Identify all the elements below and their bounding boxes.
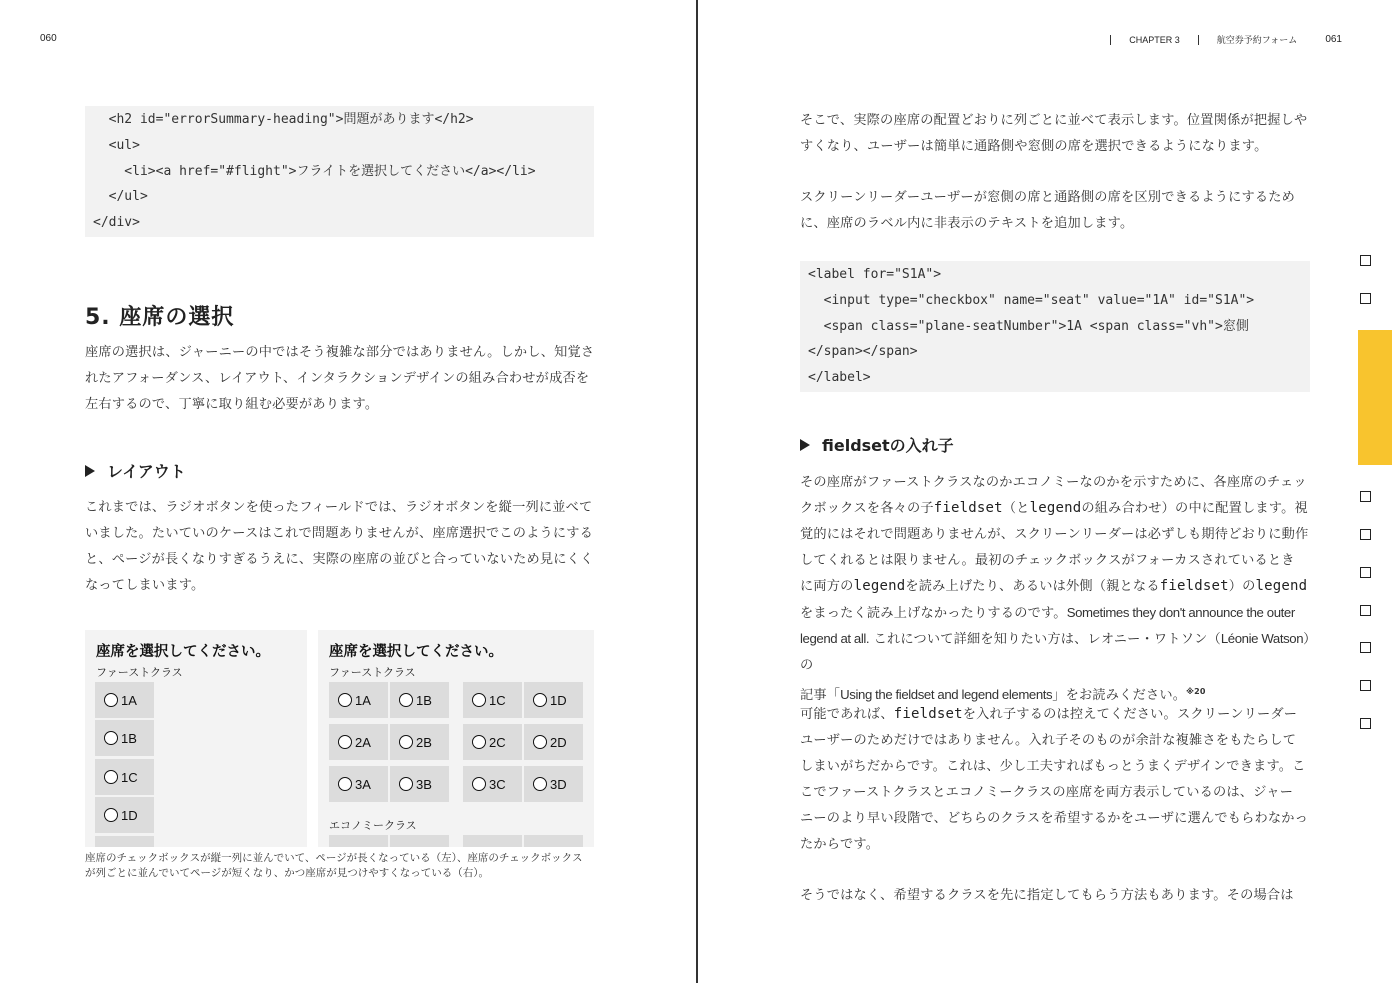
seat-option[interactable] [463, 682, 522, 718]
figure-title: 座席を選択してください。 [329, 644, 503, 660]
text-line: れたアフォーダンス、レイアウト、インタラクションデザインの組み合わせが成否を [85, 370, 590, 386]
text-line: 可能であれば、fieldsetを入れ子するのは控えてください。スクリーンリーダー [800, 706, 1298, 722]
code-block-label [800, 261, 1310, 392]
seat-option[interactable] [329, 682, 388, 718]
paragraph-2 [800, 185, 1315, 237]
index-square-icon [1360, 718, 1371, 729]
seat-option[interactable] [95, 797, 154, 833]
text-line: いました。たいていのケースはこれで問題ありませんが、座席選択でこのようにする [85, 525, 594, 541]
seat-option-cut [463, 835, 522, 847]
caption-line: が列ごとに並んでいてページが短くなり、かつ座席が見つけやすくなっている（右）。 [85, 867, 490, 879]
subheading-fieldset [800, 433, 954, 456]
footnote-ref: ※20 [1186, 687, 1206, 697]
text-line: してくれるとは限りません。最初のチェックボックスがフォーカスされているとき [800, 552, 1295, 568]
seat-label: 3B [416, 776, 432, 792]
radio-icon[interactable] [104, 770, 118, 784]
text-line: たからです。 [800, 836, 880, 852]
text-line: なってしまいます。 [85, 577, 205, 593]
radio-icon[interactable] [472, 735, 486, 749]
text-line: 記事「Using the fieldset and legend elements」をお読みください。$^{※20}$ [800, 687, 1206, 704]
code-line: </div> [93, 215, 140, 231]
seat-label: 1A [121, 692, 137, 708]
text-line: すくなり、ユーザーは簡単に通路側や窓側の席を選択できるようになります。 [800, 138, 1268, 154]
text-line: 座席の選択は、ジャーニーの中ではそう複雑な部分ではありません。しかし、知覚さ [85, 345, 595, 360]
paragraph-4 [800, 702, 1320, 857]
code-line: <h2 id="errorSummary-heading">問題があります</h2> [93, 112, 474, 127]
seat-option[interactable] [390, 766, 449, 802]
text-line: スクリーンリーダーユーザーが窓側の席と通路側の席を区別できるようにするため [800, 190, 1296, 205]
code-line: <input type="checkbox" name="seat" value="1A" id="S1A"> [808, 292, 1255, 308]
seat-option[interactable] [524, 766, 583, 802]
radio-icon[interactable] [104, 693, 118, 707]
seat-option[interactable] [95, 720, 154, 756]
seat-option[interactable] [463, 724, 522, 760]
code-line: <span class="plane-seatNumber">1A <span class="vh">窓側 [808, 318, 1249, 334]
index-square-icon [1360, 642, 1371, 653]
radio-icon[interactable] [338, 777, 352, 791]
subheading-text: fieldsetの入れ子 [822, 436, 954, 455]
text-line: こでファーストクラスとエコノミークラスの座席を両方表示しているのは、ジャー [800, 784, 1294, 800]
radio-icon[interactable] [104, 808, 118, 822]
seat-label: 3C [489, 776, 506, 792]
intro-paragraph [85, 340, 600, 418]
seat-option[interactable] [329, 724, 388, 760]
radio-icon[interactable] [399, 777, 413, 791]
section-heading: 5. 座席の選択 [85, 305, 235, 330]
text-line: 左右するので、丁寧に取り組む必要があります。 [85, 396, 379, 412]
radio-icon[interactable] [472, 693, 486, 707]
radio-icon[interactable] [104, 731, 118, 745]
seat-label: 3D [550, 776, 567, 792]
triangle-bullet-icon [85, 465, 95, 477]
radio-icon[interactable] [399, 693, 413, 707]
index-square-icon [1360, 529, 1371, 540]
page-number-right: 061 [1325, 34, 1342, 45]
paragraph-1 [800, 108, 1315, 160]
text-line: に両方のlegendを読み上げたり、あるいは外側（親となるfieldset）のlegend [800, 577, 1308, 594]
seat-label: 2C [489, 734, 506, 750]
index-square-icon [1360, 293, 1371, 304]
running-head [1092, 33, 1342, 46]
figure-grid-seats [318, 630, 594, 847]
divider [1110, 35, 1111, 45]
seat-option[interactable] [390, 724, 449, 760]
text-line: legend at all. これについて詳細を知りたい方は、レオニー・ワトソン（Léonie Watson）の [800, 631, 1317, 674]
paragraph-5 [800, 883, 1320, 909]
seat-label: 1C [121, 769, 138, 785]
seat-label: 1B [121, 730, 137, 746]
seat-option-cut [329, 835, 388, 847]
code-line: </ul> [93, 189, 148, 205]
index-square-icon [1360, 255, 1371, 266]
seat-option[interactable] [95, 759, 154, 795]
seat-label: 2D [550, 734, 567, 750]
seat-option[interactable] [524, 724, 583, 760]
index-square-icon [1360, 680, 1371, 691]
text-line: そこで、実際の座席の配置どおりに列ごとに並べて表示します。位置関係が把握しや [800, 113, 1308, 128]
text-line: そうではなく、希望するクラスを先に指定してもらう方法もあります。その場合は [800, 888, 1294, 903]
figure-vertical-seats [85, 630, 307, 847]
chapter-label: CHAPTER 3 [1129, 34, 1180, 45]
chapter-title: 航空券予約フォーム [1216, 35, 1298, 45]
class-label: ファーストクラス [96, 666, 183, 679]
seat-label: 3A [355, 776, 371, 792]
seat-label: 1D [550, 692, 567, 708]
text-line: クボックスを各々の子fieldset（とlegendの組み合わせ）の中に配置します。視 [800, 499, 1308, 516]
text-line: ユーザーのためだけではありません。入れ子そのものが余計な複雑さをもたらして [800, 732, 1297, 748]
index-square-icon [1360, 605, 1371, 616]
text-line: と、ページが長くなりすぎるうえに、実際の座席の並びと合っていないため見にくく [85, 551, 594, 567]
code-line: </span></span> [808, 344, 918, 360]
text-line: その座席がファーストクラスなのかエコノミーなのかを示すために、各座席のチェッ [800, 475, 1307, 490]
subheading-layout [85, 459, 186, 482]
radio-icon[interactable] [338, 735, 352, 749]
radio-icon[interactable] [338, 693, 352, 707]
text-line: 覚的にはそれで問題ありませんが、スクリーンリーダーは必ずしも期待どおりに動作 [800, 526, 1309, 542]
seat-label: 1D [121, 807, 138, 823]
layout-paragraph [85, 495, 600, 599]
index-square-icon [1360, 567, 1371, 578]
class-label: ファーストクラス [329, 666, 416, 679]
radio-icon[interactable] [399, 735, 413, 749]
text-line: に、座席のラベル内に非表示のテキストを追加します。 [800, 215, 1134, 231]
code-line: </label> [808, 370, 871, 386]
chapter-edge-tab [1358, 330, 1392, 465]
seat-label: 1B [416, 692, 432, 708]
right-page [698, 0, 1392, 983]
code-line: <ul> [93, 137, 140, 153]
seat-option-cut [390, 835, 449, 847]
seat-option-cut [95, 836, 154, 847]
radio-icon[interactable] [533, 693, 547, 707]
seat-label: 2A [355, 734, 371, 750]
figure-caption [85, 851, 605, 881]
seat-option[interactable] [524, 682, 583, 718]
paragraph-3 [800, 470, 1320, 709]
divider [1198, 35, 1199, 45]
figure-title: 座席を選択してください。 [96, 644, 270, 660]
radio-icon[interactable] [533, 735, 547, 749]
seat-label: 1C [489, 692, 506, 708]
text-line: これまでは、ラジオボタンを使ったフィールドでは、ラジオボタンを縦一列に並べて [85, 500, 593, 515]
seat-option[interactable] [95, 682, 154, 718]
triangle-bullet-icon [800, 439, 810, 451]
code-block-error-summary [85, 106, 594, 237]
subheading-text: レイアウト [107, 462, 186, 481]
text-line: ニーのより早い段階で、どちらのクラスを希望するかをユーザに選んでもらわなかっ [800, 810, 1309, 826]
seat-label: 2B [416, 734, 432, 750]
seat-option[interactable] [463, 766, 522, 802]
seat-option[interactable] [329, 766, 388, 802]
page-number-left: 060 [40, 33, 57, 44]
seat-label: 1A [355, 692, 371, 708]
code-line: <li><a href="#flight">フライトを選択してください</a></li> [93, 163, 536, 179]
caption-line: 座席のチェックボックスが縦一列に並んでいて、ページが長くなっている（左）、座席のチェックボックス [85, 852, 583, 864]
radio-icon[interactable] [472, 777, 486, 791]
seat-option[interactable] [390, 682, 449, 718]
seat-option-cut [524, 835, 583, 847]
radio-icon[interactable] [533, 777, 547, 791]
index-square-icon [1360, 491, 1371, 502]
class-label-economy: エコノミークラス [329, 819, 417, 832]
text-line: しまいがちだからです。これは、少し工夫すればもっとうまくデザインできます。こ [800, 758, 1306, 774]
text-line: をまったく読み上げなかったりするのです。Sometimes they don't announce the outer [800, 604, 1295, 621]
code-line: <label for="S1A"> [808, 267, 942, 282]
